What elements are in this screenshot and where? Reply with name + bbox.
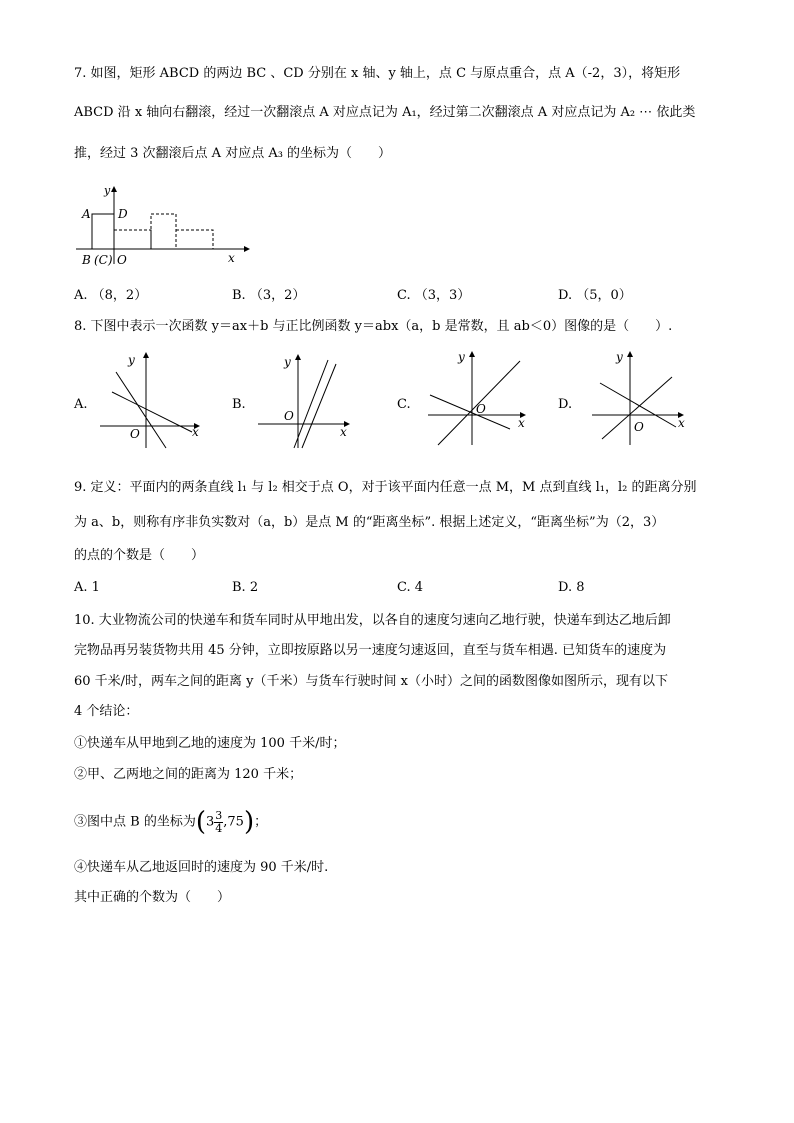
q8c-y-label: y	[458, 350, 465, 364]
q8-option-d[interactable]: D.	[558, 397, 573, 412]
q10-c3-text: ③图中点 B 的坐标为	[74, 814, 196, 830]
q7-stem-line3: 推，经过 3 次翻滚后点 A 对应点 A₃ 的坐标为（ ）	[74, 146, 392, 161]
q8-option-a[interactable]: A.	[74, 397, 88, 412]
q7-option-c[interactable]: C. （3，3）	[397, 288, 471, 303]
q7-fig-label-B: B	[82, 253, 91, 267]
q7-fig-label-x: x	[228, 251, 235, 265]
q9-option-c[interactable]: C. 4	[397, 580, 424, 595]
q8b-x-label: x	[340, 425, 347, 439]
q8a-x-label: x	[192, 425, 199, 439]
q7-figure	[74, 180, 254, 270]
q8a-y-label: y	[128, 353, 135, 367]
q8-option-c[interactable]: C.	[397, 397, 411, 412]
q7-option-d[interactable]: D. （5，0）	[558, 288, 632, 303]
q10-question: 其中正确的个数为（ ）	[74, 890, 231, 905]
q7-option-b[interactable]: B. （3，2）	[232, 288, 306, 303]
q10-conclusion-4: ④快递车从乙地返回时的速度为 90 千米/时.	[74, 860, 329, 875]
q9-stem-line1: 9. 定义：平面内的两条直线 l₁ 与 l₂ 相交于点 O，对于该平面内任意一点 M，M 点到直线 l₁，l₂ 的距离分别	[74, 480, 697, 495]
q9-option-d[interactable]: D. 8	[558, 580, 585, 595]
q8b-o-label: O	[284, 409, 294, 423]
q9-option-b[interactable]: B. 2	[232, 580, 259, 595]
q10-stem-line3: 60 千米/时，两车之间的距离 y（千米）与货车行驶时间 x（小时）之间的函数图像如图所示，现有以下	[74, 674, 668, 689]
q8-graph-d	[588, 345, 698, 447]
q7-option-a[interactable]: A. （8，2）	[74, 288, 148, 303]
q9-option-a[interactable]: A. 1	[74, 580, 100, 595]
q10-stem-line4: 4 个结论：	[74, 704, 139, 719]
q10-conclusion-2: ②甲、乙两地之间的距离为 120 千米；	[74, 767, 303, 782]
q8a-o-label: O	[130, 427, 140, 441]
q10-c3-fraction: $\frac{3}{4}$	[215, 808, 223, 835]
q9-stem-line2: 为 a、b，则称有序非负实数对（a，b）是点 M 的“距离坐标”. 根据上述定义，“距离坐标”为（2，3）	[74, 515, 665, 530]
q10-conclusion-3: ③图中点 B 的坐标为(3 $\frac{3}{4}$ ,75)；	[74, 807, 268, 837]
q7-fig-label-O: O	[117, 253, 127, 267]
q10-stem-line2: 完物品再另装货物共用 45 分钟，立即按原路以另一速度匀速返回，直至与货车相遇. 已知货车的速度为	[74, 643, 667, 658]
q7-fig-label-C: (C)	[94, 253, 113, 267]
q8-graph-a	[96, 348, 206, 450]
q8-stem: 8. 下图中表示一次函数 y＝ax＋b 与正比例函数 y＝abx（a，b 是常数，且 ab＜0）图像的是（ ）.	[74, 319, 673, 334]
q10-c3-end: ；	[254, 814, 268, 830]
q7-fig-label-A: A	[82, 207, 91, 221]
q7-fig-label-D: D	[118, 207, 128, 221]
q8d-x-label: x	[678, 416, 685, 430]
q8b-y-label: y	[284, 355, 291, 369]
q8c-o-label: O	[476, 402, 486, 416]
q8c-x-label: x	[518, 416, 525, 430]
q10-c3-whole: 3	[205, 814, 215, 830]
q7-fig-label-y: y	[104, 184, 111, 197]
q8-graph-b	[254, 348, 364, 450]
q10-stem-line1: 10. 大业物流公司的快递车和货车同时从甲地出发，以各自的速度匀速向乙地行驶，快递车到达乙地后卸	[74, 613, 671, 628]
q8-graph-c	[424, 345, 534, 447]
q7-stem-line1: 7. 如图，矩形 ABCD 的两边 BC 、CD 分别在 x 轴、y 轴上，点 C 与原点重合，点 A（-2，3），将矩形	[74, 66, 681, 81]
q10-conclusion-1: ①快递车从甲地到乙地的速度为 100 千米/时；	[74, 736, 346, 751]
q7-stem-line2: ABCD 沿 x 轴向右翻滚，经过一次翻滚点 A 对应点记为 A₁，经过第二次翻滚点 A 对应点记为 A₂ ⋯ 依此类	[74, 105, 696, 120]
q8-option-b[interactable]: B.	[232, 397, 246, 412]
q10-c3-tail: ,75	[223, 814, 244, 830]
q8d-y-label: y	[616, 350, 623, 364]
q8d-o-label: O	[634, 420, 644, 434]
q9-stem-line3: 的点的个数是（ ）	[74, 548, 205, 563]
